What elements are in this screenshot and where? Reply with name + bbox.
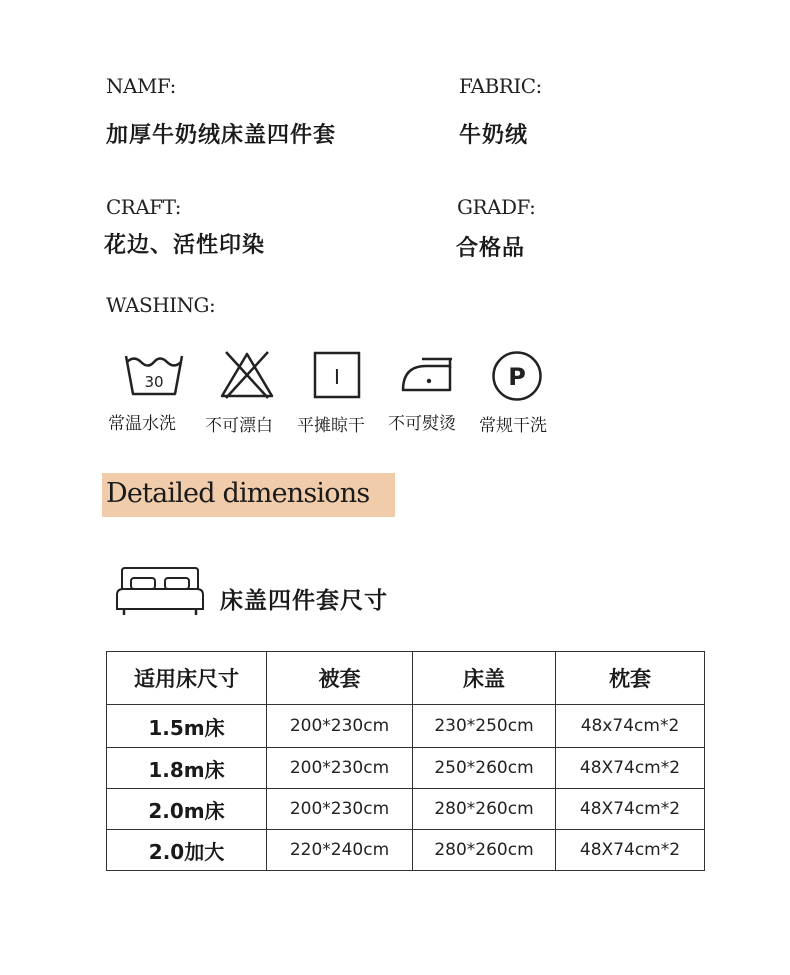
name-label: NAMF: xyxy=(106,74,176,98)
pillowcase-cell: 48X74cm*2 xyxy=(556,748,705,789)
wash-temperature-text: 30 xyxy=(144,373,164,391)
pillowcase-cell: 48x74cm*2 xyxy=(556,705,705,748)
no-bleach-icon xyxy=(218,350,276,400)
bedspread-cell: 280*260cm xyxy=(413,789,556,830)
bed-size-cell: 1.5m床 xyxy=(107,705,267,748)
table-row xyxy=(107,789,705,830)
duvet-cover-cell: 200*230cm xyxy=(267,748,413,789)
care-caption-wash: 常温水洗 xyxy=(108,414,176,434)
header-duvet-cover: 被套 xyxy=(267,652,413,705)
dry-clean-icon xyxy=(491,350,543,402)
dry-flat-text: I xyxy=(334,365,340,389)
name-value: 加厚牛奶绒床盖四件套 xyxy=(106,123,337,148)
table-row xyxy=(107,830,705,871)
care-caption-bleach: 不可漂白 xyxy=(205,416,273,436)
fabric-label: FABRIC: xyxy=(459,74,542,98)
bed-size-cell: 1.8m床 xyxy=(107,748,267,789)
header-bedspread: 床盖 xyxy=(413,652,556,705)
bed-icon xyxy=(114,565,206,617)
no-iron-icon xyxy=(400,356,454,394)
table-row xyxy=(107,705,705,748)
dimensions-heading: Detailed dimensions xyxy=(106,478,370,509)
wash-30-icon xyxy=(123,350,185,400)
header-bed-size: 适用床尺寸 xyxy=(107,652,267,705)
grade-label: GRADF: xyxy=(457,195,536,219)
care-caption-dryclean: 常规干洗 xyxy=(479,416,547,436)
craft-label: CRAFT: xyxy=(106,195,182,219)
pillowcase-cell: 48X74cm*2 xyxy=(556,789,705,830)
grade-value: 合格品 xyxy=(456,236,526,261)
bed-size-cell: 2.0m床 xyxy=(107,789,267,830)
bedspread-cell: 280*260cm xyxy=(413,830,556,871)
duvet-cover-cell: 200*230cm xyxy=(267,705,413,748)
table-row xyxy=(107,748,705,789)
pillowcase-cell: 48X74cm*2 xyxy=(556,830,705,871)
dry-clean-text: P xyxy=(508,363,526,391)
care-caption-dry: 平摊晾干 xyxy=(297,416,365,436)
table-title: 床盖四件套尺寸 xyxy=(220,588,388,614)
header-pillowcase: 枕套 xyxy=(556,652,705,705)
fabric-value: 牛奶绒 xyxy=(459,123,529,148)
bedspread-cell: 230*250cm xyxy=(413,705,556,748)
duvet-cover-cell: 220*240cm xyxy=(267,830,413,871)
care-caption-iron: 不可熨烫 xyxy=(388,414,456,434)
craft-value: 花边、活性印染 xyxy=(104,233,266,258)
bedspread-cell: 250*260cm xyxy=(413,748,556,789)
duvet-cover-cell: 200*230cm xyxy=(267,789,413,830)
bed-size-cell: 2.0加大 xyxy=(107,830,267,871)
dry-flat-icon xyxy=(313,351,361,399)
size-table xyxy=(106,651,705,871)
washing-label: WASHING: xyxy=(106,293,216,317)
